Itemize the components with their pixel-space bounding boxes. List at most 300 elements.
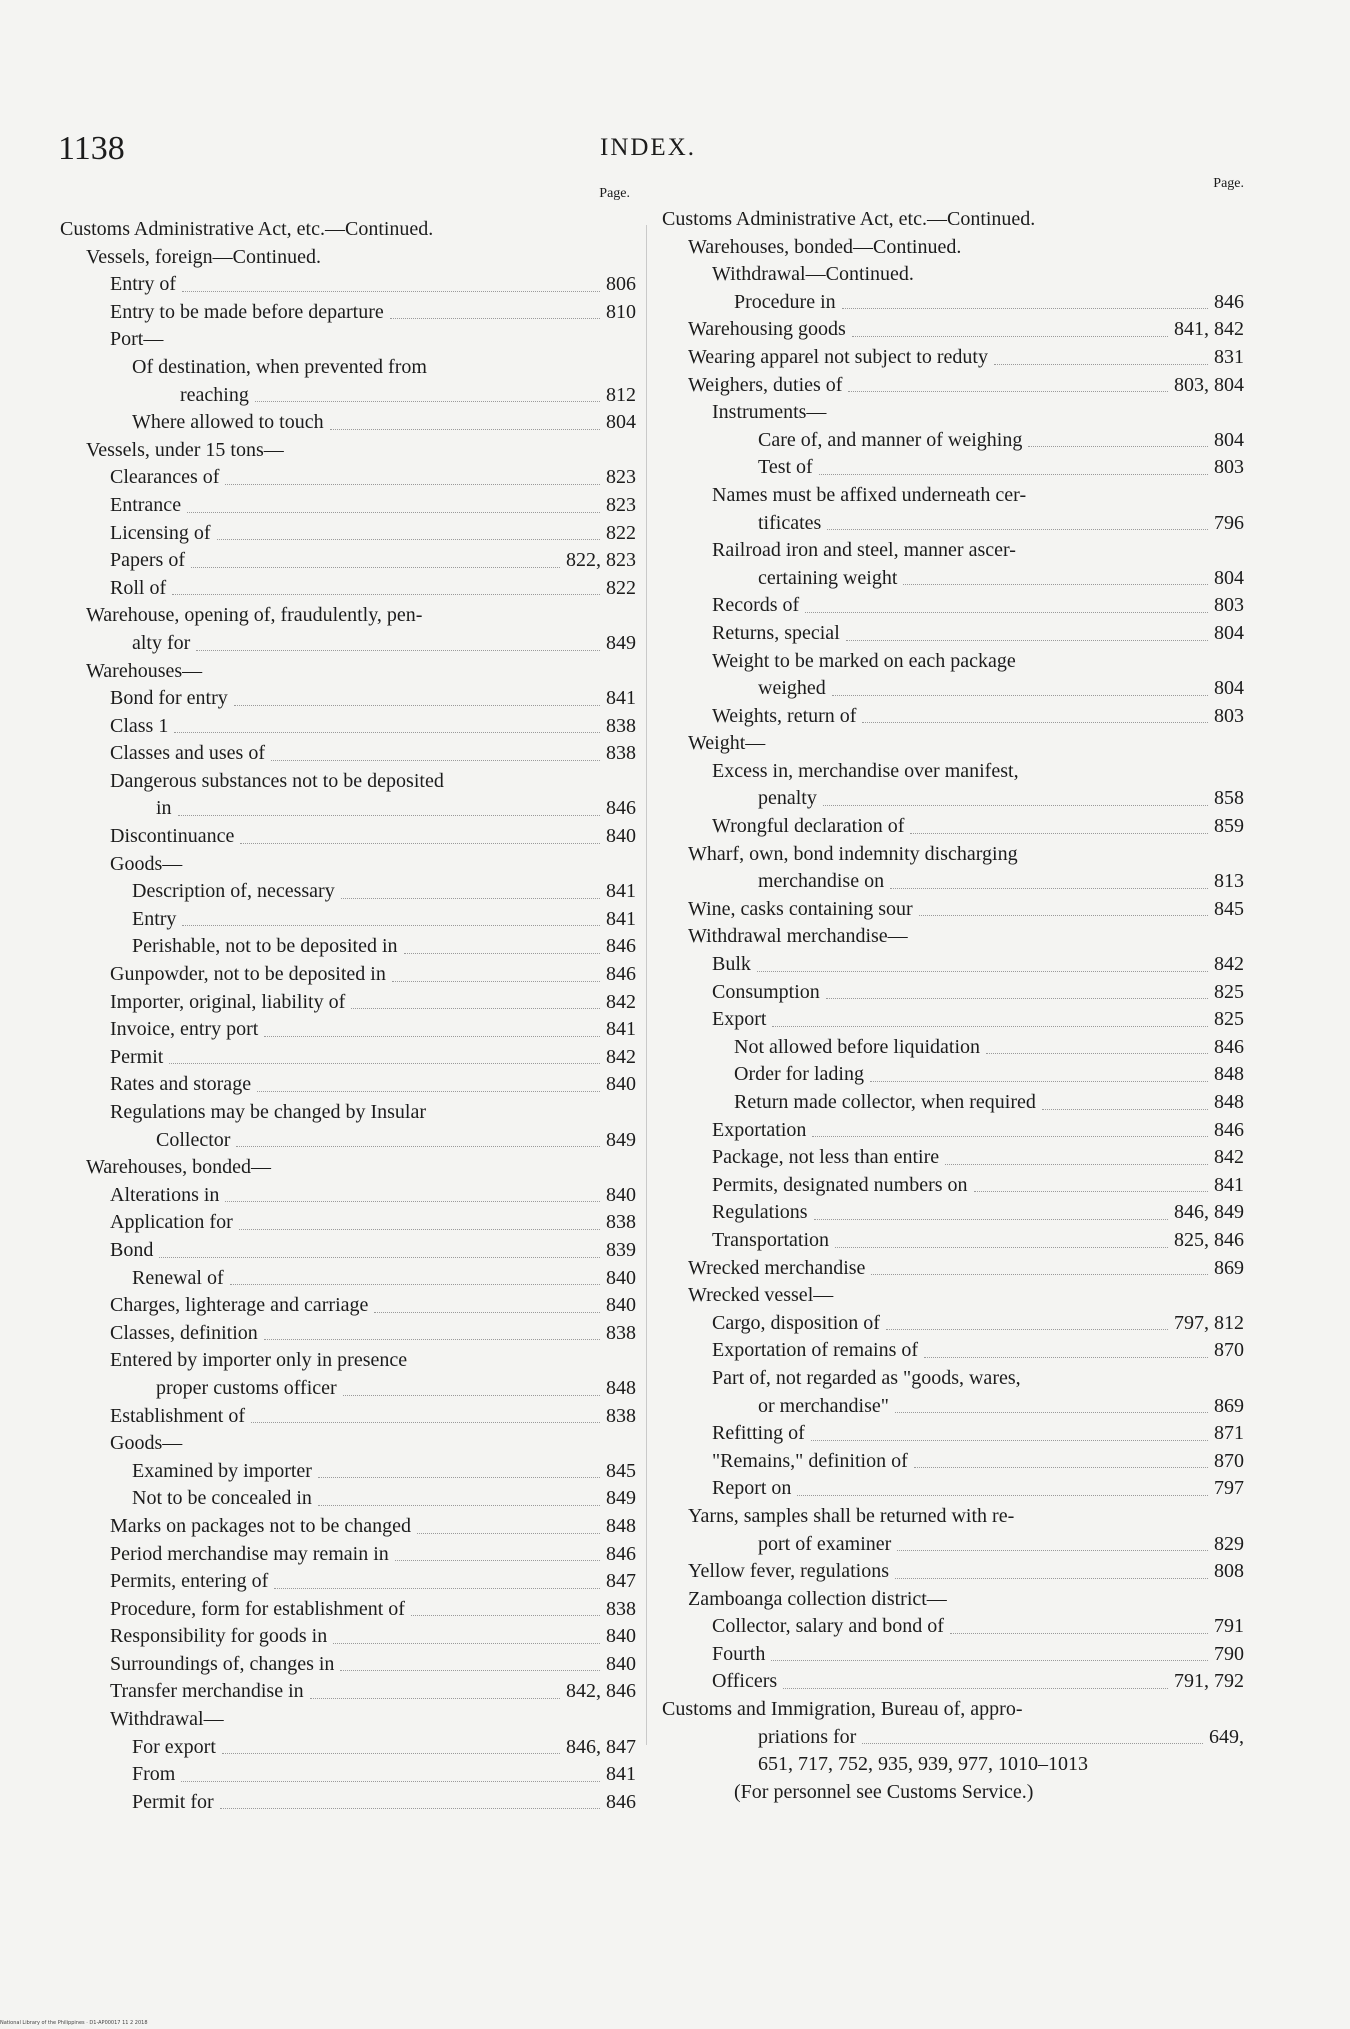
dot-leader	[914, 1455, 1208, 1468]
entry-page: 839	[606, 1238, 636, 1261]
index-entry	[662, 1448, 1244, 1476]
entry-page: 829	[1214, 1532, 1244, 1555]
entry-page: 842	[606, 990, 636, 1013]
index-entry	[60, 1623, 636, 1651]
index-entry	[662, 1558, 1244, 1586]
entry-text: Weight to be marked on each package	[712, 649, 1016, 672]
entry-page: 848	[606, 1514, 636, 1537]
entry-page: 838	[606, 714, 636, 737]
index-entry	[662, 234, 1244, 262]
dot-leader	[862, 710, 1208, 723]
entry-text: Return made collector, when required	[734, 1091, 1036, 1113]
entry-text: port of examiner	[758, 1532, 892, 1555]
entry-page: 840	[606, 1183, 636, 1206]
entry-text: Permits, designated numbers on	[712, 1173, 968, 1196]
entry-text: Regulations	[712, 1201, 808, 1224]
entry-text: Wrongful declaration of	[712, 815, 905, 838]
entry-page: 846	[1214, 290, 1244, 313]
entry-text: Clearances of	[110, 466, 220, 489]
entry-page: 803	[1214, 704, 1244, 727]
entry-text: tificates	[758, 511, 822, 534]
index-entry	[60, 906, 636, 934]
dot-leader	[159, 1245, 600, 1258]
index-entry	[662, 289, 1244, 317]
entry-page: 797, 812	[1174, 1311, 1244, 1334]
index-entry	[662, 1613, 1244, 1641]
index-entry	[60, 933, 636, 961]
entry-text: priations for	[758, 1725, 857, 1748]
entry-page: 848	[1214, 1091, 1244, 1113]
entry-text: Bond for entry	[110, 687, 228, 710]
index-entry	[60, 1430, 636, 1458]
entry-page: 797	[1214, 1477, 1244, 1500]
entry-page: 810	[606, 300, 636, 323]
index-entry	[60, 1016, 636, 1044]
dot-leader	[814, 1207, 1168, 1220]
entry-text: Warehouses—	[86, 659, 203, 682]
dot-leader	[1028, 434, 1208, 447]
entry-text: Papers of	[110, 549, 185, 572]
dot-leader	[264, 1024, 600, 1037]
index-entry	[60, 1237, 636, 1265]
entry-page: 823	[606, 493, 636, 516]
index-entry	[60, 382, 636, 410]
entry-page: 822	[606, 521, 636, 544]
index-entry	[662, 675, 1244, 703]
left-page-label: Page.	[599, 186, 630, 201]
entry-text: Report on	[712, 1477, 792, 1500]
dot-leader	[835, 1235, 1168, 1248]
dot-leader	[351, 996, 600, 1009]
dot-leader	[417, 1521, 600, 1534]
entry-text: Discontinuance	[110, 825, 235, 848]
index-entry	[60, 1458, 636, 1486]
entry-text: Excess in, merchandise over manifest,	[712, 759, 1019, 782]
dot-leader	[819, 462, 1208, 475]
index-entry	[662, 1199, 1244, 1227]
entry-text: Procedure, form for establishment of	[110, 1597, 405, 1620]
index-entry	[60, 713, 636, 741]
index-entry	[60, 1099, 636, 1127]
dot-leader	[255, 389, 600, 402]
index-entry	[662, 813, 1244, 841]
dot-leader	[919, 903, 1208, 916]
entry-text: Warehousing goods	[688, 318, 846, 341]
entry-page: 812	[606, 383, 636, 406]
index-entry	[662, 1172, 1244, 1200]
entry-page: 649,	[1209, 1725, 1244, 1748]
entry-page: 841	[606, 907, 636, 930]
entry-text: merchandise on	[758, 870, 885, 893]
index-entry	[662, 1365, 1244, 1393]
dot-leader	[771, 1648, 1208, 1661]
dot-leader	[870, 1069, 1208, 1082]
dot-leader	[862, 1731, 1203, 1744]
dot-leader	[217, 527, 600, 540]
index-entry	[662, 1282, 1244, 1310]
entry-text: Fourth	[712, 1642, 766, 1665]
dot-leader	[903, 572, 1208, 585]
index-entry	[662, 785, 1244, 813]
entry-text: Railroad iron and steel, manner ascer-	[712, 539, 1016, 562]
entry-text: Warehouse, opening of, fraudulently, pen-	[86, 604, 423, 627]
entry-text: Entry	[132, 907, 177, 930]
dot-leader	[178, 803, 600, 816]
index-entry	[60, 1513, 636, 1541]
entry-text: Period merchandise may remain in	[110, 1542, 389, 1565]
entry-page: 840	[606, 1266, 636, 1289]
entry-page: 846	[1214, 1118, 1244, 1141]
entry-page: 846	[1214, 1035, 1244, 1058]
dot-leader	[1042, 1097, 1208, 1110]
entry-page: 808	[1214, 1560, 1244, 1583]
entry-page: 796	[1214, 511, 1244, 534]
dot-leader	[330, 417, 600, 430]
dot-leader	[826, 986, 1208, 999]
entry-page: 840	[606, 1073, 636, 1096]
dot-leader	[832, 683, 1208, 696]
entry-text: Exportation	[712, 1118, 807, 1141]
entry-text: Returns, special	[712, 621, 840, 644]
entry-page: 838	[606, 1404, 636, 1427]
dot-leader	[187, 500, 600, 513]
entry-text: Perishable, not to be deposited in	[132, 935, 398, 958]
dot-leader	[310, 1686, 560, 1699]
entry-text: Weighers, duties of	[688, 373, 843, 396]
entry-text: Entered by importer only in presence	[110, 1349, 408, 1372]
right-page-label: Page.	[1213, 176, 1244, 191]
dot-leader	[895, 1400, 1208, 1413]
index-entry	[60, 354, 636, 382]
index-entry	[60, 520, 636, 548]
entry-text: proper customs officer	[156, 1376, 337, 1399]
index-entry	[662, 1061, 1244, 1089]
entry-text: Permit	[110, 1045, 164, 1068]
dot-leader	[225, 472, 600, 485]
entry-page: 842	[606, 1045, 636, 1068]
dot-leader	[181, 1769, 600, 1782]
entry-text: Alterations in	[110, 1183, 220, 1206]
entry-text: Where allowed to touch	[132, 411, 324, 434]
entry-page: 838	[606, 1211, 636, 1234]
dot-leader	[333, 1631, 600, 1644]
index-entry	[662, 454, 1244, 482]
dot-leader	[974, 1179, 1208, 1192]
index-entry	[662, 951, 1244, 979]
dot-leader	[392, 969, 600, 982]
entry-text: Customs Administrative Act, etc.—Continued.	[662, 208, 1036, 230]
entry-text: Weights, return of	[712, 704, 857, 727]
dot-leader	[191, 555, 560, 568]
index-entry	[662, 427, 1244, 455]
entry-page: 804	[606, 411, 636, 434]
entry-page: 849	[606, 1487, 636, 1510]
dot-leader	[852, 324, 1168, 337]
entry-text: reaching	[180, 383, 249, 406]
dot-leader	[897, 1538, 1208, 1551]
entry-text: Responsibility for goods in	[110, 1625, 328, 1648]
entry-text: Transportation	[712, 1228, 830, 1251]
entry-page: 804	[1214, 677, 1244, 700]
index-entry	[60, 1071, 636, 1099]
dot-leader	[169, 1051, 600, 1064]
entry-text: Wearing apparel not subject to reduty	[688, 345, 988, 368]
entry-text: Wrecked vessel—	[688, 1284, 834, 1307]
entry-text: Yellow fever, regulations	[688, 1560, 890, 1583]
index-entry	[662, 372, 1244, 400]
entry-text: Entry to be made before departure	[110, 300, 384, 323]
entry-text: Customs and Immigration, Bureau of, appro-	[662, 1698, 1023, 1721]
dot-leader	[374, 1300, 600, 1313]
entry-page: 803	[1214, 594, 1244, 617]
entry-page: 838	[606, 1597, 636, 1620]
index-entry	[662, 758, 1244, 786]
dot-leader	[274, 1576, 600, 1589]
index-entry	[662, 206, 1244, 234]
index-entry	[662, 1641, 1244, 1669]
left-column	[60, 186, 636, 1816]
dot-leader	[251, 1410, 600, 1423]
entry-text: Procedure in	[734, 290, 836, 313]
entry-text: Yarns, samples shall be returned with re-	[688, 1504, 1015, 1527]
index-entry	[60, 1706, 636, 1734]
index-entry	[662, 896, 1244, 924]
index-entry	[662, 399, 1244, 427]
entry-page: 840	[606, 1652, 636, 1675]
entry-page: 859	[1214, 815, 1244, 838]
entry-text: Surroundings of, changes in	[110, 1652, 335, 1675]
index-entry	[60, 961, 636, 989]
entry-text: Names must be affixed underneath cer-	[712, 483, 1027, 506]
entry-page: 849	[606, 1128, 636, 1151]
index-entry	[60, 823, 636, 851]
index-entry	[662, 1696, 1244, 1724]
index-entry	[662, 703, 1244, 731]
entry-page: 849	[606, 631, 636, 654]
index-entry	[60, 795, 636, 823]
dot-leader	[871, 1262, 1208, 1275]
entry-text: Weight—	[688, 732, 766, 755]
dot-leader	[910, 821, 1208, 834]
entry-text: Instruments—	[712, 401, 827, 424]
index-entry	[60, 1541, 636, 1569]
dot-leader	[271, 748, 600, 761]
index-entry	[662, 1006, 1244, 1034]
entry-page: 790	[1214, 1642, 1244, 1665]
entry-text: Establishment of	[110, 1404, 245, 1427]
entry-text: Goods—	[110, 852, 183, 875]
dot-leader	[811, 1428, 1208, 1441]
entry-page: 848	[606, 1376, 636, 1399]
index-entry	[662, 923, 1244, 951]
index-entry	[60, 547, 636, 575]
index-entry	[662, 1531, 1244, 1559]
entry-page: 858	[1214, 787, 1244, 810]
entry-text: Goods—	[110, 1432, 183, 1455]
index-entry	[60, 851, 636, 879]
entry-page: 804	[1214, 428, 1244, 451]
index-entry	[662, 316, 1244, 344]
entry-page: 870	[1214, 1339, 1244, 1362]
index-entry	[60, 1678, 636, 1706]
entry-text: Export	[712, 1008, 767, 1031]
index-entry	[662, 1420, 1244, 1448]
entry-page: 804	[1214, 566, 1244, 589]
index-entry	[662, 565, 1244, 593]
entry-text: Vessels, foreign—Continued.	[86, 245, 321, 268]
entry-text: Refitting of	[712, 1422, 805, 1445]
entry-text: Collector	[156, 1128, 231, 1151]
entry-page: 846, 847	[566, 1735, 636, 1758]
entry-page: 846	[606, 1542, 636, 1565]
entry-page: 848	[1214, 1063, 1244, 1086]
scan-footer: National Library of the Philippines · D1-AP00017 11 2 2018	[0, 2020, 148, 2026]
entry-text: Marks on packages not to be changed	[110, 1514, 412, 1537]
right-entries	[662, 206, 1244, 1806]
entry-text: Order for lading	[734, 1063, 864, 1086]
index-entry	[60, 1209, 636, 1237]
index-entry	[662, 344, 1244, 372]
entry-text: Description of, necessary	[132, 880, 335, 903]
dot-leader	[783, 1676, 1168, 1689]
index-entry	[662, 1089, 1244, 1117]
entry-text: 651, 717, 752, 935, 939, 977, 1010–1013	[758, 1753, 1088, 1776]
entry-page: 841	[606, 1763, 636, 1786]
index-entry	[60, 1127, 636, 1155]
entry-text: Collector, salary and bond of	[712, 1615, 944, 1638]
entry-text: Importer, original, liability of	[110, 990, 346, 1013]
entry-page: 842, 846	[566, 1680, 636, 1703]
index-entry	[662, 1310, 1244, 1338]
entry-text: Withdrawal merchandise—	[688, 925, 908, 948]
index-entry	[60, 1375, 636, 1403]
index-entry	[662, 1503, 1244, 1531]
index-entry	[60, 878, 636, 906]
index-entry	[662, 1779, 1244, 1807]
index-entry	[662, 592, 1244, 620]
dot-leader	[395, 1548, 600, 1561]
dot-leader	[950, 1621, 1208, 1634]
entry-text: Dangerous substances not to be deposited	[110, 769, 444, 792]
index-entry	[662, 1117, 1244, 1145]
entry-page: 842	[1214, 953, 1244, 976]
index-entry	[60, 1403, 636, 1431]
index-entry	[662, 537, 1244, 565]
dot-leader	[230, 1272, 600, 1285]
dot-leader	[945, 1152, 1208, 1165]
entry-text: For export	[132, 1735, 216, 1758]
entry-page: 841	[1214, 1173, 1244, 1196]
index-entry	[60, 1347, 636, 1375]
entry-page: 840	[606, 1294, 636, 1317]
entry-text: Warehouses, bonded—Continued.	[688, 235, 962, 258]
index-entry	[662, 1475, 1244, 1503]
entry-page: 791	[1214, 1615, 1244, 1638]
index-entry	[662, 510, 1244, 538]
index-entry	[662, 1227, 1244, 1255]
entry-page: 846	[606, 935, 636, 958]
dot-leader	[174, 720, 600, 733]
index-entry	[662, 482, 1244, 510]
index-entry	[662, 261, 1244, 289]
dot-leader	[222, 1741, 560, 1754]
entry-page: 823	[606, 466, 636, 489]
entry-text: Warehouses, bonded—	[86, 1156, 272, 1179]
entry-text: Permit for	[132, 1790, 214, 1813]
entry-page: 825, 846	[1174, 1228, 1244, 1251]
entry-page: 838	[606, 742, 636, 765]
dot-leader	[234, 693, 600, 706]
entry-page: 846	[606, 963, 636, 986]
entry-text: Class 1	[110, 714, 169, 737]
entry-text: Officers	[712, 1670, 778, 1693]
entry-text: in	[156, 797, 172, 820]
entry-page: 838	[606, 1321, 636, 1344]
entry-text: Consumption	[712, 980, 820, 1003]
page-number: 1138	[58, 130, 125, 167]
index-entry	[60, 1320, 636, 1348]
entry-text: penalty	[758, 787, 817, 810]
dot-leader	[772, 1014, 1208, 1027]
entry-page: 841, 842	[1174, 318, 1244, 341]
entry-text: Withdrawal—Continued.	[712, 263, 914, 286]
entry-text: Regulations may be changed by Insular	[110, 1101, 427, 1123]
entry-text: Bond	[110, 1238, 154, 1261]
dot-leader	[797, 1483, 1208, 1496]
index-entry	[662, 1337, 1244, 1365]
entry-page: 825	[1214, 980, 1244, 1003]
entry-page: 806	[606, 273, 636, 296]
index-entry	[60, 602, 636, 630]
dot-leader	[182, 279, 600, 292]
entry-text: Test of	[758, 456, 813, 479]
dot-leader	[239, 1217, 600, 1230]
entry-text: From	[132, 1763, 176, 1786]
dot-leader	[225, 1189, 600, 1202]
index-entry	[60, 740, 636, 768]
index-entry	[60, 1596, 636, 1624]
dot-leader	[404, 941, 600, 954]
dot-leader	[411, 1603, 600, 1616]
index-entry	[60, 1044, 636, 1072]
index-entry	[60, 1734, 636, 1762]
dot-leader	[842, 296, 1208, 309]
entry-page: 847	[606, 1570, 636, 1593]
dot-leader	[172, 582, 600, 595]
left-entries	[60, 216, 636, 1816]
entry-text: Withdrawal—	[110, 1708, 224, 1731]
index-entry	[60, 1789, 636, 1817]
index-entry	[60, 768, 636, 796]
index-entry	[60, 989, 636, 1017]
entry-page: 841	[606, 687, 636, 710]
index-entry	[60, 1568, 636, 1596]
entry-text: Transfer merchandise in	[110, 1680, 304, 1703]
entry-page: 846	[606, 1790, 636, 1813]
index-entry	[60, 658, 636, 686]
dot-leader	[827, 517, 1208, 530]
index-entry	[662, 1144, 1244, 1172]
dot-leader	[264, 1327, 600, 1340]
entry-page: 804	[1214, 621, 1244, 644]
dot-leader	[240, 831, 600, 844]
entry-page: 871	[1214, 1422, 1244, 1445]
index-entry	[60, 1761, 636, 1789]
index-entry	[60, 492, 636, 520]
entry-page: 845	[1214, 897, 1244, 920]
entry-text: Not allowed before liquidation	[734, 1035, 981, 1058]
index-entry	[60, 630, 636, 658]
